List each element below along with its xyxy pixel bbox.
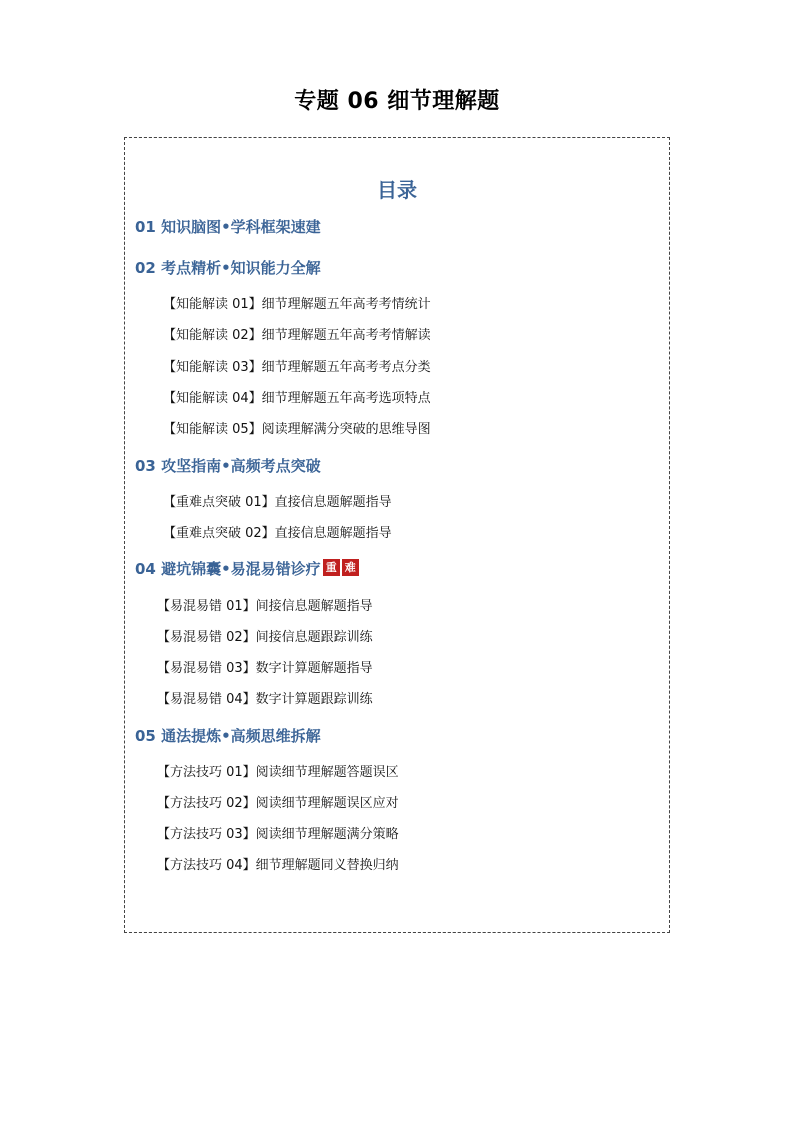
toc-section-04[interactable] [135, 558, 359, 579]
toc-item[interactable]: 【易混易错 03】数字计算题解题指导 [157, 661, 373, 676]
toc-item[interactable]: 【知能解读 05】阅读理解满分突破的思维导图 [163, 422, 431, 437]
toc-item[interactable]: 【知能解读 01】细节理解题五年高考考情统计 [163, 297, 431, 312]
toc-item[interactable]: 【方法技巧 01】阅读细节理解题答题误区 [157, 765, 399, 780]
toc-item[interactable]: 【易混易错 04】数字计算题跟踪训练 [157, 692, 373, 707]
toc-section-05[interactable]: 05 通法提炼•高频思维拆解 [135, 727, 321, 745]
toc-section-02[interactable]: 02 考点精析•知识能力全解 [135, 259, 321, 277]
document-title: 专题 06 细节理解题 [294, 89, 500, 114]
toc-section-04-label: 04 避坑锦囊•易混易错诊疗 [135, 560, 321, 578]
toc-item[interactable]: 【知能解读 03】细节理解题五年高考考点分类 [163, 360, 431, 375]
toc-item[interactable]: 【方法技巧 04】细节理解题同义替换归纳 [157, 858, 399, 873]
toc-item[interactable]: 【知能解读 04】细节理解题五年高考选项特点 [163, 391, 431, 406]
difficulty-tag-icon: 难 [342, 559, 359, 576]
toc-item[interactable]: 【易混易错 01】间接信息题解题指导 [157, 599, 373, 614]
toc-item[interactable]: 【知能解读 02】细节理解题五年高考考情解读 [163, 328, 431, 343]
toc-section-01[interactable]: 01 知识脑图•学科框架速建 [135, 218, 321, 236]
toc-item[interactable]: 【易混易错 02】间接信息题跟踪训练 [157, 630, 373, 645]
toc-section-03[interactable]: 03 攻坚指南•高频考点突破 [135, 457, 321, 475]
toc-item[interactable]: 【重难点突破 01】直接信息题解题指导 [163, 495, 392, 510]
difficulty-tag-icon: 重 [323, 559, 340, 576]
toc-heading: 目录 [377, 178, 417, 202]
toc-item[interactable]: 【方法技巧 02】阅读细节理解题误区应对 [157, 796, 399, 811]
toc-item[interactable]: 【方法技巧 03】阅读细节理解题满分策略 [157, 827, 399, 842]
table-of-contents [124, 137, 670, 933]
toc-item[interactable]: 【重难点突破 02】直接信息题解题指导 [163, 526, 392, 541]
